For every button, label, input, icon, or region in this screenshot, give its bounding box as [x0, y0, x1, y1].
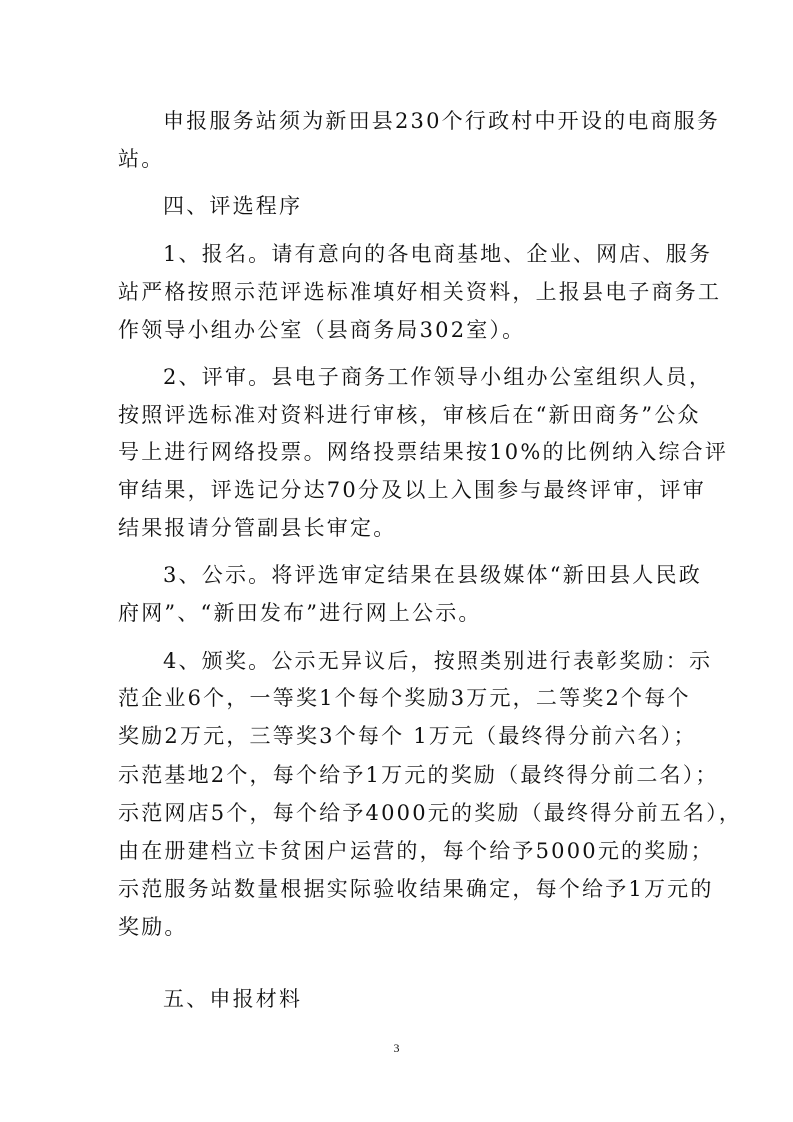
paragraph-line: 奖励2万元，三等奖3个每个 1万元（最终得分前六名）； [118, 724, 697, 748]
paragraph-line: 作领导小组办公室（县商务局302室）。 [118, 318, 526, 342]
paragraph-line: 站严格按照示范评选标准填好相关资料，上报县电子商务工 [118, 280, 722, 304]
paragraph-line: 1、报名。请有意向的各电商基地、企业、网店、服务 [163, 242, 713, 266]
paragraph-line: 3、公示。将评选审定结果在县级媒体“新田县人民政 [163, 563, 702, 587]
paragraph-line: 由在册建档立卡贫困户运营的，每个给予5000元的奖励； [118, 839, 714, 863]
paragraph-line: 范企业6个，一等奖1个每个奖励3万元，二等奖2个每个 [118, 686, 691, 710]
paragraph-line: 4、颁奖。公示无异议后，按照类别进行表彰奖励：示 [163, 649, 713, 673]
paragraph-line: 示范网店5个，每个给予4000元的奖励（最终得分前五名）， [118, 801, 743, 825]
paragraph-line: 示范基地2个，每个给予1万元的奖励（最终得分前二名）； [118, 763, 719, 787]
paragraph-line: 府网”、“新田发布”进行网上公示。 [118, 601, 482, 625]
paragraph-line: 站。 [118, 147, 165, 171]
paragraph-line: 号上进行网络投票。网络投票结果按10%的比例纳入综合评 [118, 440, 729, 464]
section-heading: 四、评选程序 [163, 194, 303, 218]
section-heading: 五、申报材料 [163, 987, 303, 1011]
paragraph-line: 申报服务站须为新田县230个行政村中开设的电商服务 [163, 109, 721, 133]
paragraph-line: 2、评审。县电子商务工作领导小组办公室组织人员， [163, 365, 713, 389]
page-number: 3 [393, 1041, 400, 1055]
paragraph-line: 示范服务站数量根据实际验收结果确定，每个给予1万元的 [118, 877, 714, 901]
paragraph-line: 按照评选标准对资料进行审核，审核后在“新田商务”公众 [118, 403, 701, 427]
paragraph-line: 审结果，评选记分达70分及以上入围参与最终评审，评审 [118, 478, 706, 502]
paragraph-line: 结果报请分管副县长审定。 [118, 516, 397, 540]
paragraph-line: 奖励。 [118, 915, 188, 939]
